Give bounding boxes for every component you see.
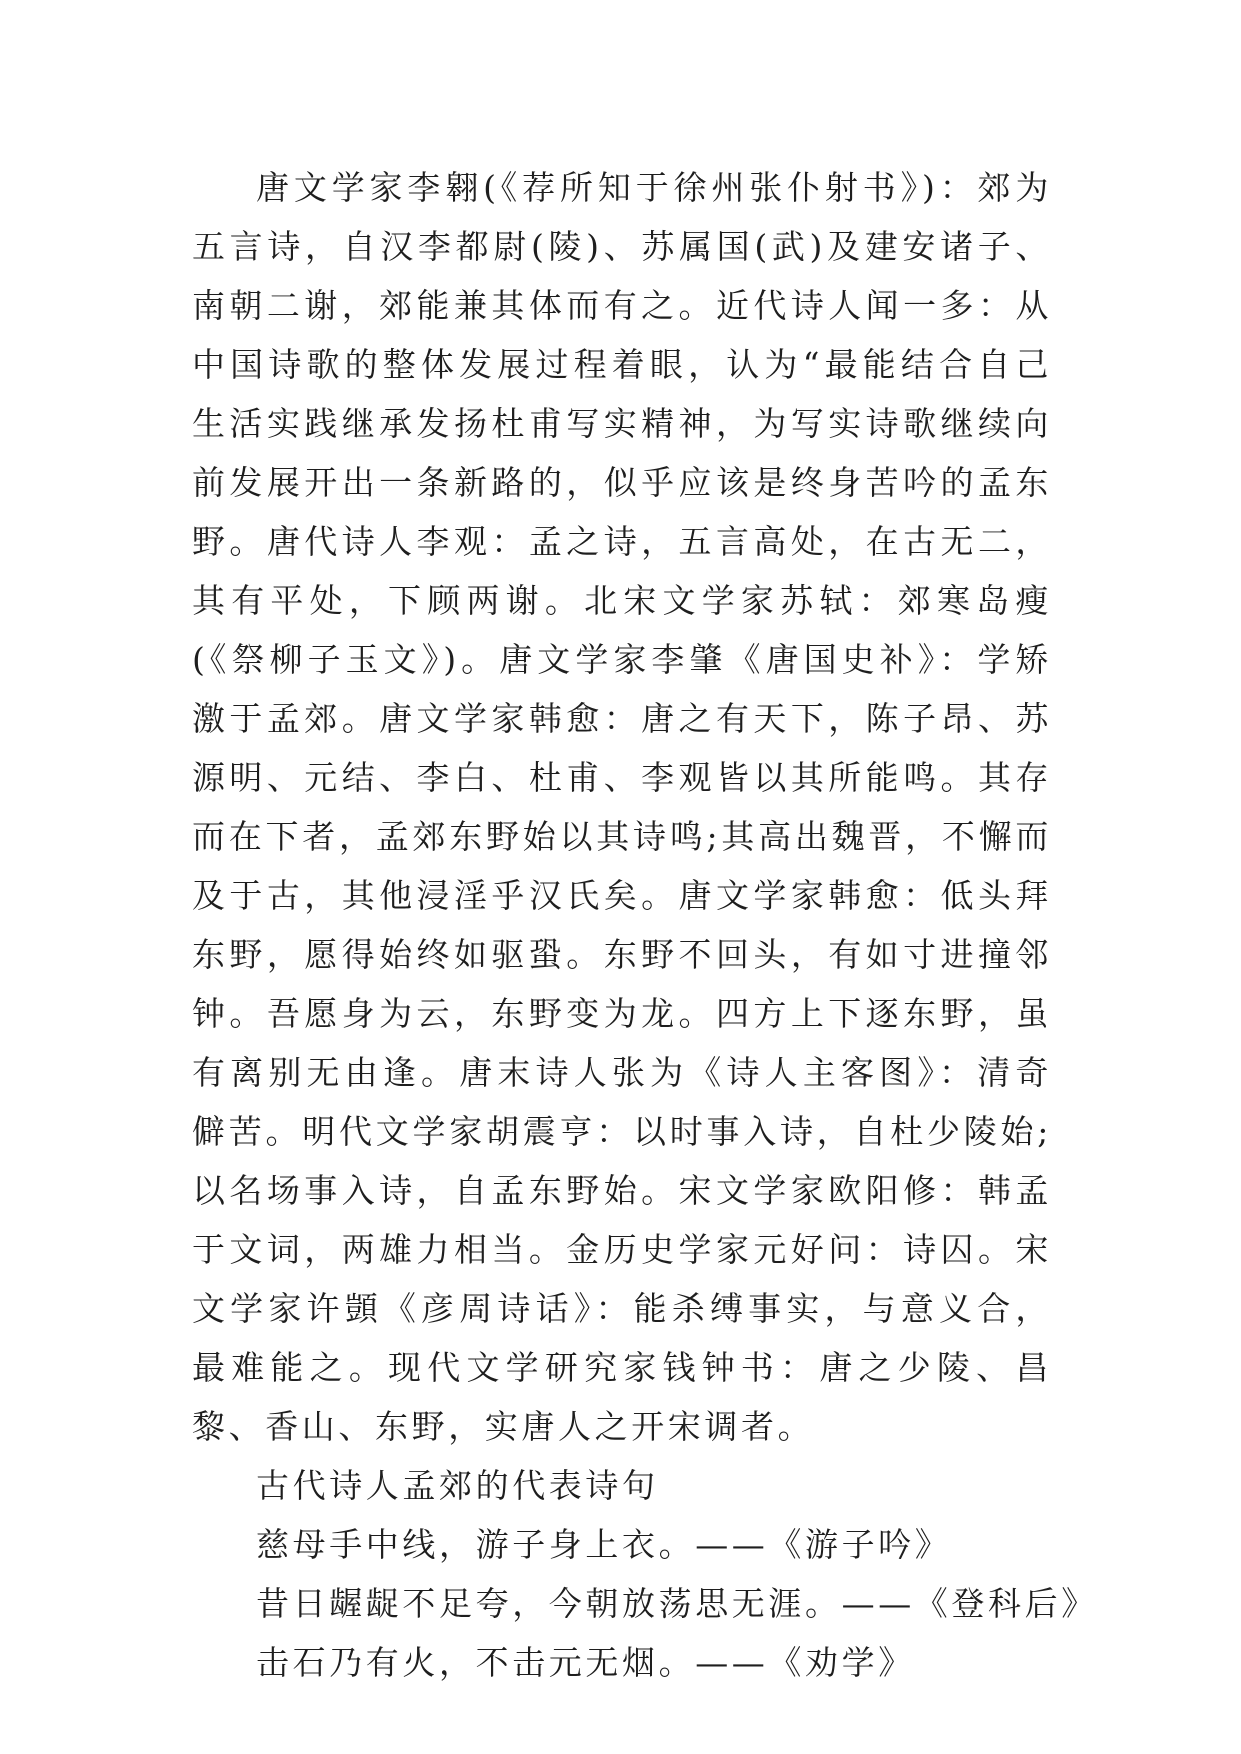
- verse-line: 慈母手中线，游子身上衣。——《游子吟》: [256, 1525, 952, 1564]
- main-paragraph: 唐文学家李翱(《荐所知于徐州张仆射书》)：郊为五言诗，自汉李都尉(陵)、苏属国(武)及建安诸子、南朝二谢，郊能兼其体而有之。近代诗人闻一多：从中国诗歌的整体发展过程着眼，认为“最能结合自己生活实践继承发扬杜甫写实精神，为写实诗歌继续向前发展开出一条新路的，似乎应该是终身苦吟的孟东野。唐代诗人李观：孟之诗，五言高处，在古无二，其有平处，下顾两谢。北宋文学家苏轼：郊寒岛瘦(《祭柳子玉文》)。唐文学家李肇《唐国史补》：学矫激于孟郊。唐文学家韩愈：唐之有天下，陈子昂、苏源明、元结、李白、杜甫、李观皆以其所能鸣。其存而在下者，孟郊东野始以其诗鸣;其高出魏晋，不懈而及于古，其他浸淫乎汉氏矣。唐文学家韩愈：低头拜东野，愿得始终如驱蛩。东野不回头，有如寸进撞邻钟。吾愿身为云，东野变为龙。四方上下逐东野，虽有离别无由逢。唐末诗人张为《诗人主客图》：清奇僻苦。明代文学家胡震亨：以时事入诗，自杜少陵始;以名场事入诗，自孟东野始。宋文学家欧阳修：韩孟于文词，两雄力相当。金历史学家元好问：诗囚。宋文学家许顗《彦周诗话》：能杀缚事实，与意义合，最难能之。现代文学研究家钱钟书：唐之少陵、昌黎、香山、东野，实唐人之开宋调者。: [192, 168, 1052, 1446]
- verse-line: 击石乃有火，不击元无烟。——《劝学》: [256, 1643, 915, 1682]
- section-heading: 古代诗人孟郊的代表诗句: [256, 1466, 659, 1505]
- verse-line: 昔日龌龊不足夸，今朝放荡思无涯。——《登科后》: [256, 1584, 1098, 1623]
- document-body: [192, 158, 1098, 1692]
